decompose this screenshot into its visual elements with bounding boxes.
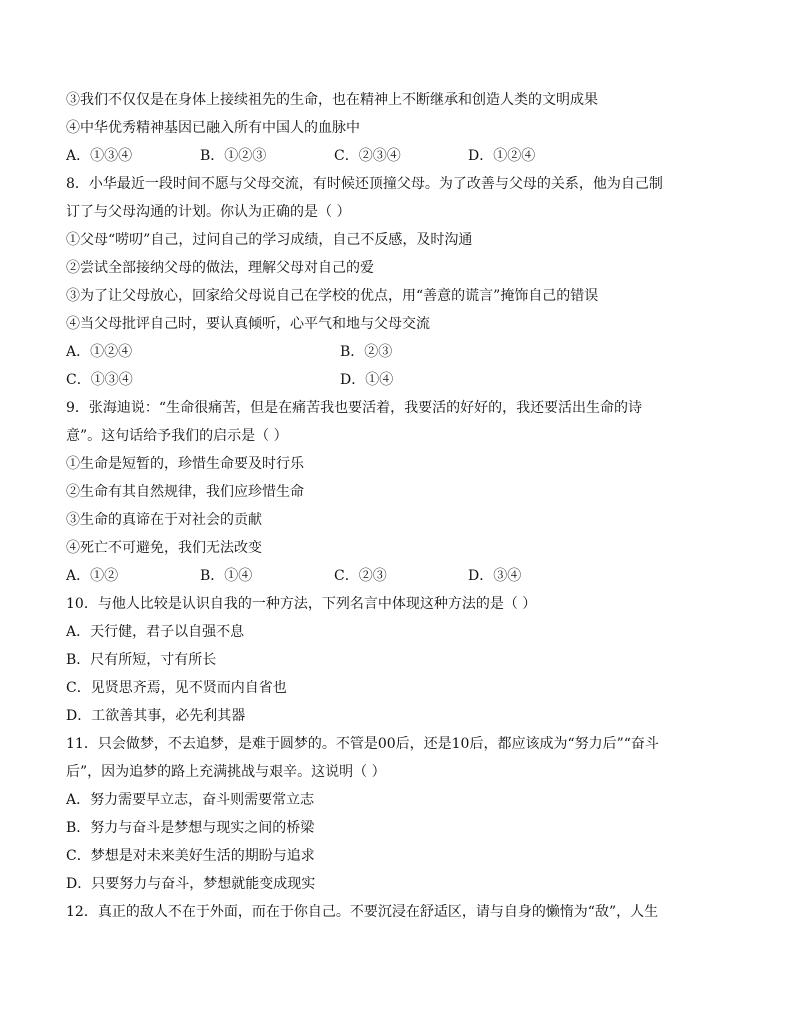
option-row (66, 338, 746, 366)
option-b: B．②③ (340, 344, 393, 360)
choice-c: C．见贤思齐焉，见不贤而内自省也 (66, 680, 287, 696)
question-stem: 意”。这句话给予我们的启示是（ ） (66, 428, 288, 444)
statement: ④当父母批评自己时，要认真倾听，心平气和地与父母交流 (66, 316, 430, 332)
option-d: D．①②④ (468, 148, 536, 164)
choice-a: A．天行健，君子以自强不息 (66, 624, 245, 640)
question-stem: 后”，因为追梦的路上充满挑战与艰辛。这说明（ ） (66, 764, 386, 780)
question-10 (66, 590, 746, 730)
question-stem: 订了与父母沟通的计划。你认为正确的是（ ） (66, 204, 351, 220)
question-11 (66, 730, 746, 898)
choice-c: C．梦想是对未来美好生活的期盼与追求 (66, 848, 315, 864)
choice-d: D．工欲善其事，必先利其器 (66, 708, 246, 724)
question-12 (66, 898, 746, 926)
question-stem: 12．真正的敌人不在于外面，而在于你自己。不要沉浸在舒适区，请与自身的懒惰为“敌”，人生 (66, 904, 659, 920)
statement: ②生命有其自然规律，我们应珍惜生命 (66, 484, 304, 500)
option-c: C．①③④ (66, 372, 133, 388)
question-list (66, 86, 746, 926)
option-row (66, 142, 746, 170)
question-7-tail (66, 86, 746, 170)
question-8 (66, 170, 746, 394)
question-stem: 8．小华最近一段时间不愿与父母交流，有时候还顶撞父母。为了改善与父母的关系，他为自己制 (66, 176, 663, 192)
question-stem: 11．只会做梦，不去追梦，是难于圆梦的。不管是00后，还是10后，都应该成为“努力后”“奋斗 (66, 736, 659, 752)
option-row (66, 562, 746, 590)
option-a: A．①③④ (66, 148, 133, 164)
option-d: D．③④ (468, 568, 522, 584)
option-a: A．①② (66, 568, 119, 584)
statement: ②尝试全部接纳父母的做法，理解父母对自己的爱 (66, 260, 374, 276)
choice-d: D．只要努力与奋斗，梦想就能变成现实 (66, 876, 316, 892)
statement: ③我们不仅仅是在身体上接续祖先的生命，也在精神上不断继承和创造人类的文明成果 (66, 92, 598, 108)
statement: ④中华优秀精神基因已融入所有中国人的血脉中 (66, 120, 360, 136)
choice-b: B．努力与奋斗是梦想与现实之间的桥梁 (66, 820, 315, 836)
option-c: C．②③④ (334, 148, 401, 164)
option-d: D．①④ (340, 372, 394, 388)
option-b: B．①④ (200, 568, 253, 584)
choice-b: B．尺有所短，寸有所长 (66, 652, 217, 668)
choice-a: A．努力需要早立志，奋斗则需要常立志 (66, 792, 315, 808)
option-row (66, 366, 746, 394)
question-stem: 10．与他人比较是认识自我的一种方法，下列名言中体现这种方法的是（ ） (66, 596, 537, 612)
statement: ④死亡不可避免，我们无法改变 (66, 540, 262, 556)
statement: ③生命的真谛在于对社会的贡献 (66, 512, 262, 528)
question-9 (66, 394, 746, 590)
option-a: A．①②④ (66, 344, 133, 360)
option-c: C．②③ (334, 568, 387, 584)
statement: ③为了让父母放心，回家给父母说自己在学校的优点，用“善意的谎言”掩饰自己的错误 (66, 288, 599, 304)
statement: ①父母“唠叨”自己，过问自己的学习成绩，自己不反感，及时沟通 (66, 232, 473, 248)
question-stem: 9．张海迪说：“生命很痛苦，但是在痛苦我也要活着，我要活的好好的，我还要活出生命的诗 (66, 400, 643, 416)
option-b: B．①②③ (200, 148, 267, 164)
statement: ①生命是短暂的，珍惜生命要及时行乐 (66, 456, 304, 472)
